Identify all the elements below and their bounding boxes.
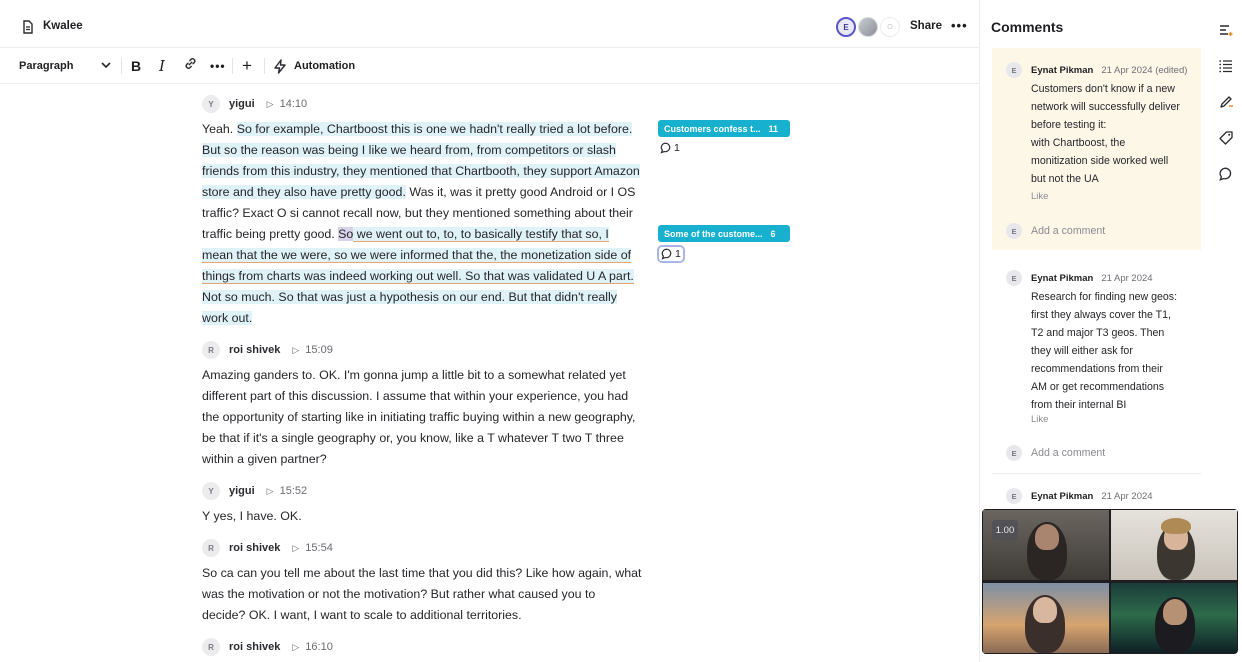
highlighted-text[interactable]: we went out to, to, to basically testify that so, I mean that the we were, so we were informed that the, the monetization side of things from charts was indeed working out well. So that was validated U A part. bbox=[202, 227, 634, 283]
comment-header bbox=[1006, 270, 1153, 286]
comment-body: Research for finding new geos: first they always cover the T1, T2 and major T3 geos. Then they will either ask for recommendations from their AM or get recommendations from their internal BI bbox=[1031, 291, 1178, 411]
speaker-name: roi shivek bbox=[229, 542, 281, 554]
timestamp[interactable]: 15:54 bbox=[305, 542, 333, 554]
comment-thread[interactable] bbox=[992, 256, 1201, 474]
play-icon[interactable]: ▷ bbox=[292, 542, 300, 553]
document-title: Kwalee bbox=[43, 20, 83, 32]
insert-button[interactable] bbox=[242, 48, 252, 84]
insight-tag-count: 6 bbox=[770, 228, 776, 239]
speaker-row bbox=[202, 94, 307, 114]
chevron-down-icon bbox=[101, 61, 111, 71]
speaker-name: yigui bbox=[229, 98, 255, 110]
comment-bubble-icon bbox=[661, 248, 673, 260]
highlighted-text[interactable]: Not so much. So that was just a hypothesis on our end. But that didn't really work out. bbox=[202, 290, 617, 325]
comment-bubble-icon bbox=[660, 142, 672, 154]
transcript-paragraph[interactable] bbox=[202, 119, 642, 329]
paragraph-style-label: Paragraph bbox=[19, 60, 74, 72]
comment-author: Eynat Pikman bbox=[1031, 272, 1094, 284]
share-button[interactable]: Share bbox=[910, 20, 942, 32]
play-icon[interactable]: ▷ bbox=[266, 485, 274, 496]
add-comment-placeholder: Add a comment bbox=[1031, 447, 1106, 459]
comment-count: 1 bbox=[675, 248, 681, 260]
comment-icon[interactable] bbox=[1217, 165, 1235, 183]
avatar: E bbox=[1006, 445, 1022, 461]
lightning-icon bbox=[273, 59, 287, 74]
bold-icon: B bbox=[131, 58, 142, 74]
participant-face bbox=[1163, 599, 1187, 625]
avatar: E bbox=[1006, 62, 1022, 78]
speaker-row bbox=[202, 637, 333, 657]
speaker-row bbox=[202, 538, 333, 558]
toolbar-divider bbox=[264, 58, 265, 74]
more-formatting-button[interactable] bbox=[210, 48, 226, 84]
play-icon[interactable]: ▷ bbox=[292, 641, 300, 652]
video-participant-tile[interactable] bbox=[1111, 510, 1237, 580]
document-icon bbox=[20, 19, 36, 35]
italic-button[interactable] bbox=[159, 48, 165, 84]
timestamp[interactable]: 15:52 bbox=[279, 485, 308, 497]
insight-tag[interactable] bbox=[658, 225, 790, 242]
speaker-avatar: R bbox=[202, 341, 220, 359]
comment-header bbox=[1006, 62, 1187, 78]
toolbar-divider bbox=[232, 58, 233, 74]
speaker-row bbox=[202, 481, 307, 501]
comment-header bbox=[1006, 488, 1153, 504]
avatar[interactable] bbox=[858, 17, 878, 37]
text-segment: Was it, was it pretty good Android or I OS traffic? Exact O si cannot recall now, but they mentioned something about their traffic being pretty good. bbox=[202, 185, 636, 241]
comment-date: 21 Apr 2024 bbox=[1101, 490, 1153, 502]
text-segment: Yeah. bbox=[202, 122, 237, 136]
video-participant-tile[interactable] bbox=[1111, 583, 1237, 653]
link-button[interactable] bbox=[183, 48, 198, 84]
add-comment-input[interactable] bbox=[1006, 445, 1105, 461]
collaborator-avatars bbox=[836, 17, 902, 37]
toolbar-divider bbox=[121, 58, 122, 74]
comment-author: Eynat Pikman bbox=[1031, 64, 1094, 76]
avatar[interactable]: O bbox=[880, 17, 900, 37]
participant-hair bbox=[1161, 518, 1191, 534]
comment-date: 21 Apr 2024 (edited) bbox=[1101, 64, 1188, 76]
comment-body: Customers don't know if a new network will successfully deliver before testing it: with Chartboost, the monitization side worked well but not the UA bbox=[1031, 83, 1180, 185]
paragraph-style-select[interactable] bbox=[19, 48, 111, 84]
timestamp[interactable]: 14:10 bbox=[279, 98, 308, 110]
highlighted-text[interactable]: So bbox=[338, 227, 354, 241]
speaker-avatar: R bbox=[202, 638, 220, 656]
comment-marker[interactable] bbox=[657, 245, 685, 263]
transcript-paragraph[interactable]: So ca can you tell me about the last time that you did this? Like how again, what was the motivation or not the motivation? But rather what caused you to decide? OK. I want, I want to scale to additional territories. bbox=[202, 566, 642, 622]
editor-toolbar bbox=[0, 48, 980, 84]
speaker-name: roi shivek bbox=[229, 641, 281, 653]
list-icon[interactable] bbox=[1217, 57, 1235, 75]
play-icon[interactable]: ▷ bbox=[292, 344, 300, 355]
like-button[interactable]: Like bbox=[1031, 191, 1049, 202]
bold-button[interactable] bbox=[131, 48, 141, 84]
transcript-paragraph[interactable]: Amazing ganders to. OK. I'm gonna jump a little bit to a somewhat related yet different part of this discussion. I assume that within your experience, you had the opportunity of starting like in initiating traffic buying within a new geography, be that if it's a single geography or, you know, like a T whatever T two T three within a given partner? bbox=[202, 368, 636, 466]
italic-icon: I bbox=[159, 57, 165, 75]
automation-label: Automation bbox=[294, 60, 356, 72]
plus-icon: + bbox=[242, 56, 252, 75]
video-participant-tile[interactable] bbox=[983, 583, 1109, 653]
comment-thread[interactable] bbox=[992, 478, 1201, 508]
comment-marker[interactable] bbox=[660, 142, 680, 154]
comment-date: 21 Apr 2024 bbox=[1101, 272, 1153, 284]
comments-title: Comments bbox=[991, 19, 1064, 35]
avatar: E bbox=[1006, 488, 1022, 504]
comment-author: Eynat Pikman bbox=[1031, 490, 1094, 502]
insight-tag[interactable] bbox=[658, 120, 790, 137]
tag-icon[interactable] bbox=[1217, 129, 1235, 147]
avatar[interactable]: E bbox=[836, 17, 856, 37]
add-comment-placeholder: Add a comment bbox=[1031, 225, 1106, 237]
speaker-name: roi shivek bbox=[229, 344, 281, 356]
comment-count: 1 bbox=[674, 142, 680, 154]
outline-icon[interactable] bbox=[1217, 21, 1235, 39]
speaker-avatar: Y bbox=[202, 482, 220, 500]
participant-face bbox=[1033, 597, 1057, 623]
more-options-icon[interactable]: ••• bbox=[951, 18, 968, 33]
speaker-row bbox=[202, 340, 333, 360]
video-call-overlay[interactable] bbox=[982, 509, 1238, 654]
video-timer: 1.00 bbox=[992, 520, 1018, 540]
more-icon: ••• bbox=[210, 59, 226, 73]
timestamp[interactable]: 15:09 bbox=[305, 344, 333, 356]
transcript-paragraph[interactable]: Y yes, I have. OK. bbox=[202, 509, 302, 523]
avatar: E bbox=[1006, 270, 1022, 286]
insight-tag-label: Customers confess t... bbox=[664, 123, 761, 134]
timestamp[interactable]: 16:10 bbox=[305, 641, 333, 653]
comment-thread[interactable] bbox=[992, 48, 1201, 250]
add-comment-input[interactable] bbox=[1006, 223, 1105, 239]
insight-tag-label: Some of the custome... bbox=[664, 228, 763, 239]
link-icon bbox=[183, 56, 198, 76]
highlighted-text[interactable]: So for example, Chartboost this is one we hadn't really tried a lot before. But so the reason was being I like we heard from, from competitors or slash friends from this industry, they mentioned that Chartbooth, they support Amazon store and they also have pretty good. bbox=[202, 122, 640, 199]
participant-face bbox=[1035, 524, 1059, 550]
highlighter-icon[interactable] bbox=[1217, 93, 1235, 111]
speaker-avatar: Y bbox=[202, 95, 220, 113]
like-button[interactable]: Like bbox=[1031, 414, 1049, 425]
speaker-avatar: R bbox=[202, 539, 220, 557]
document-header bbox=[0, 6, 980, 48]
automation-button[interactable] bbox=[273, 48, 355, 84]
insight-tag-count: 11 bbox=[768, 123, 779, 134]
play-icon[interactable]: ▷ bbox=[266, 98, 274, 109]
speaker-name: yigui bbox=[229, 485, 255, 497]
avatar: E bbox=[1006, 223, 1022, 239]
